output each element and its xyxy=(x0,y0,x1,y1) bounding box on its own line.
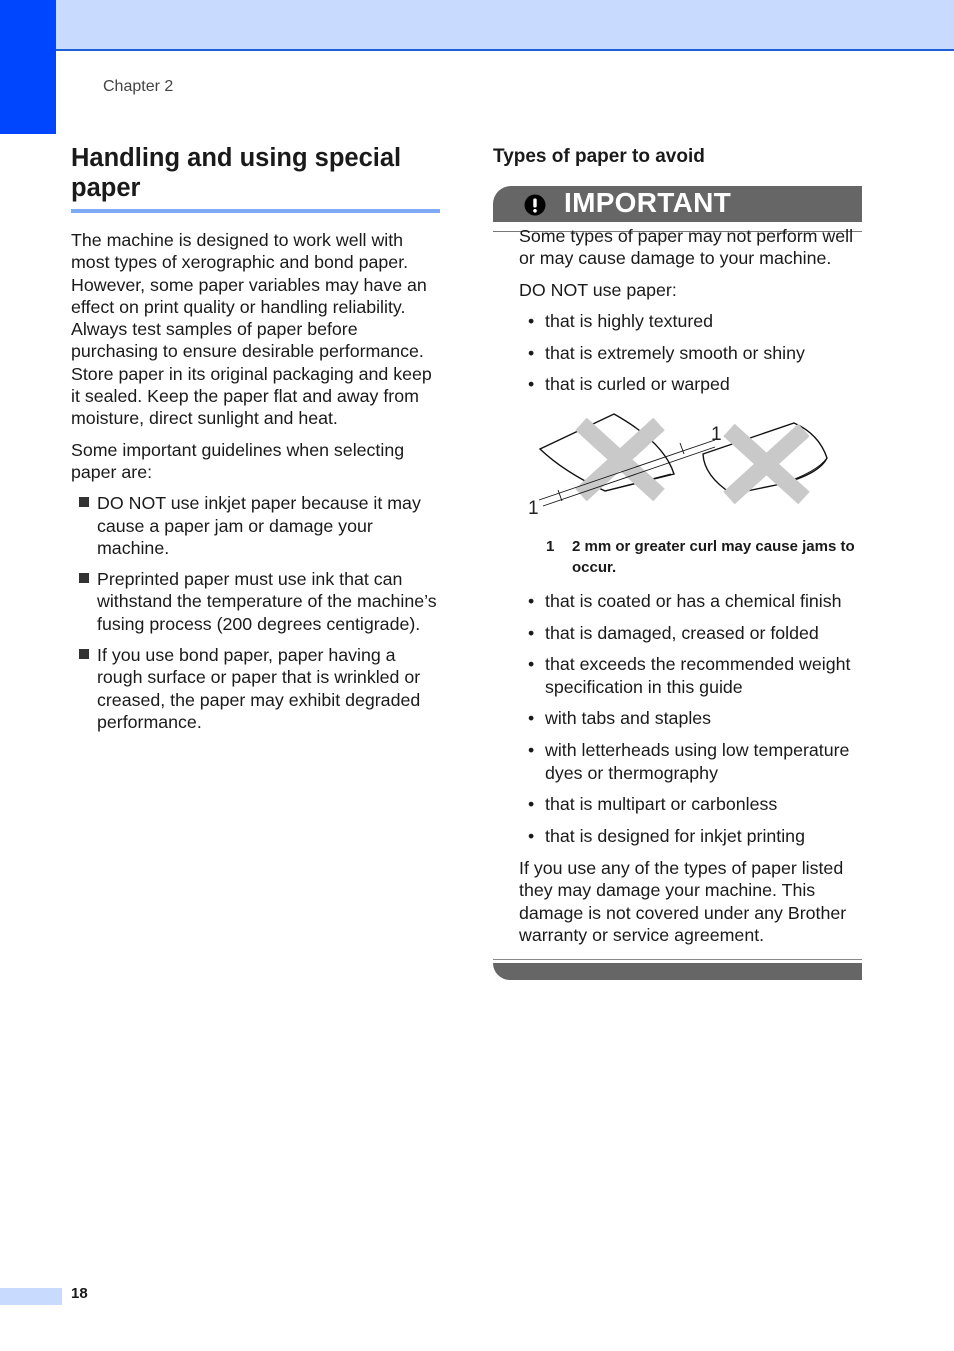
list-item xyxy=(519,590,864,612)
important-banner xyxy=(493,186,862,222)
list-item-text: Preprinted paper must use ink that can withstand the temperature of the machine’s fusing process (200 degrees centigrade). xyxy=(97,569,437,634)
list-item xyxy=(519,707,864,729)
guidelines-list xyxy=(71,492,440,733)
chapter-tab xyxy=(0,0,56,134)
avoid-list-a xyxy=(519,310,864,396)
end-bar-fill xyxy=(493,963,862,980)
guidelines-paragraph: Some important guidelines when selecting paper are: xyxy=(71,439,405,482)
list-item-text: that is multipart or carbonless xyxy=(545,794,778,815)
list-item xyxy=(71,568,440,635)
header-band xyxy=(0,0,954,51)
callout-label: 1 xyxy=(528,497,539,519)
footer-band xyxy=(0,1288,62,1305)
bullet-dot: • xyxy=(528,794,535,815)
bullet-dot: • xyxy=(528,622,535,643)
list-item-text: DO NOT use inkjet paper because it may cause a paper jam or damage your machine. xyxy=(97,493,421,558)
square-bullet-icon xyxy=(79,649,89,659)
list-item xyxy=(519,373,864,395)
list-item xyxy=(519,342,864,364)
list-item-text: that is designed for inkjet printing xyxy=(545,826,805,847)
list-item xyxy=(519,793,864,815)
subsection-heading: Types of paper to avoid xyxy=(493,146,705,167)
bullet-dot: • xyxy=(528,342,535,363)
bullet-dot: • xyxy=(528,740,535,761)
bullet-dot: • xyxy=(528,374,535,395)
curled-paper-figure xyxy=(519,412,839,530)
important-intro: Some types of paper may not perform well or may cause damage to your machine. xyxy=(519,226,854,269)
list-item xyxy=(519,739,864,784)
curl-illustration xyxy=(519,412,839,530)
list-item-text: that is damaged, creased or folded xyxy=(545,622,819,643)
do-not-label: DO NOT use paper: xyxy=(519,279,677,300)
caption-text: 2 mm or greater curl may cause jams to occur. xyxy=(572,537,855,576)
list-item-text: with letterheads using low temperature dyes or thermography xyxy=(545,740,850,783)
bullet-dot: • xyxy=(528,708,535,729)
square-bullet-icon xyxy=(79,573,89,583)
list-item xyxy=(519,825,864,847)
chapter-label: Chapter 2 xyxy=(103,78,174,95)
list-item-text: that is extremely smooth or shiny xyxy=(545,342,805,363)
callout-label: 1 xyxy=(711,423,722,445)
list-item-text: that is highly textured xyxy=(545,310,714,331)
list-item xyxy=(519,310,864,332)
important-content xyxy=(519,225,864,955)
bullet-dot: • xyxy=(528,826,535,847)
list-item xyxy=(71,644,440,733)
intro-paragraph: The machine is designed to work well with most types of xerographic and bond paper. However, some paper variables may have an effect on print quality or handling reliability. Always test samples of paper before purchasing to ensure desirable performance. Store paper in its original packaging and keep it sealed. Keep the paper flat and away from moisture, direct sunlight and heat. xyxy=(71,230,432,429)
bullet-dot: • xyxy=(528,310,535,331)
important-end-bar xyxy=(493,959,862,980)
list-item-text: that is coated or has a chemical finish xyxy=(545,590,842,611)
list-item-text: that is curled or warped xyxy=(545,374,730,395)
closing-paragraph: If you use any of the types of paper listed they may damage your machine. This damage is not covered under any Brother warranty or service agreement. xyxy=(519,857,847,945)
warning-icon xyxy=(524,194,546,216)
section-title-line2: paper xyxy=(71,174,141,202)
important-label: IMPORTANT xyxy=(564,187,732,218)
list-item xyxy=(519,622,864,644)
caption-number: 1 xyxy=(546,537,555,555)
figure-caption xyxy=(519,536,864,578)
left-column xyxy=(71,143,440,742)
bullet-dot: • xyxy=(528,654,535,675)
section-title-line1: Handling and using special xyxy=(71,144,402,172)
bullet-dot: • xyxy=(528,590,535,611)
avoid-list-b xyxy=(519,590,864,848)
list-item-text: with tabs and staples xyxy=(545,708,712,729)
list-item xyxy=(71,492,440,559)
list-item-text: If you use bond paper, paper having a rough surface or paper that is wrinkled or creased, the paper may exhibit degraded performance. xyxy=(97,645,421,732)
square-bullet-icon xyxy=(79,497,89,507)
section-title xyxy=(71,143,440,213)
divider xyxy=(493,959,862,960)
list-item-text: that exceeds the recommended weight specification in this guide xyxy=(545,654,851,697)
page-number: 18 xyxy=(71,1285,88,1302)
list-item xyxy=(519,653,864,698)
